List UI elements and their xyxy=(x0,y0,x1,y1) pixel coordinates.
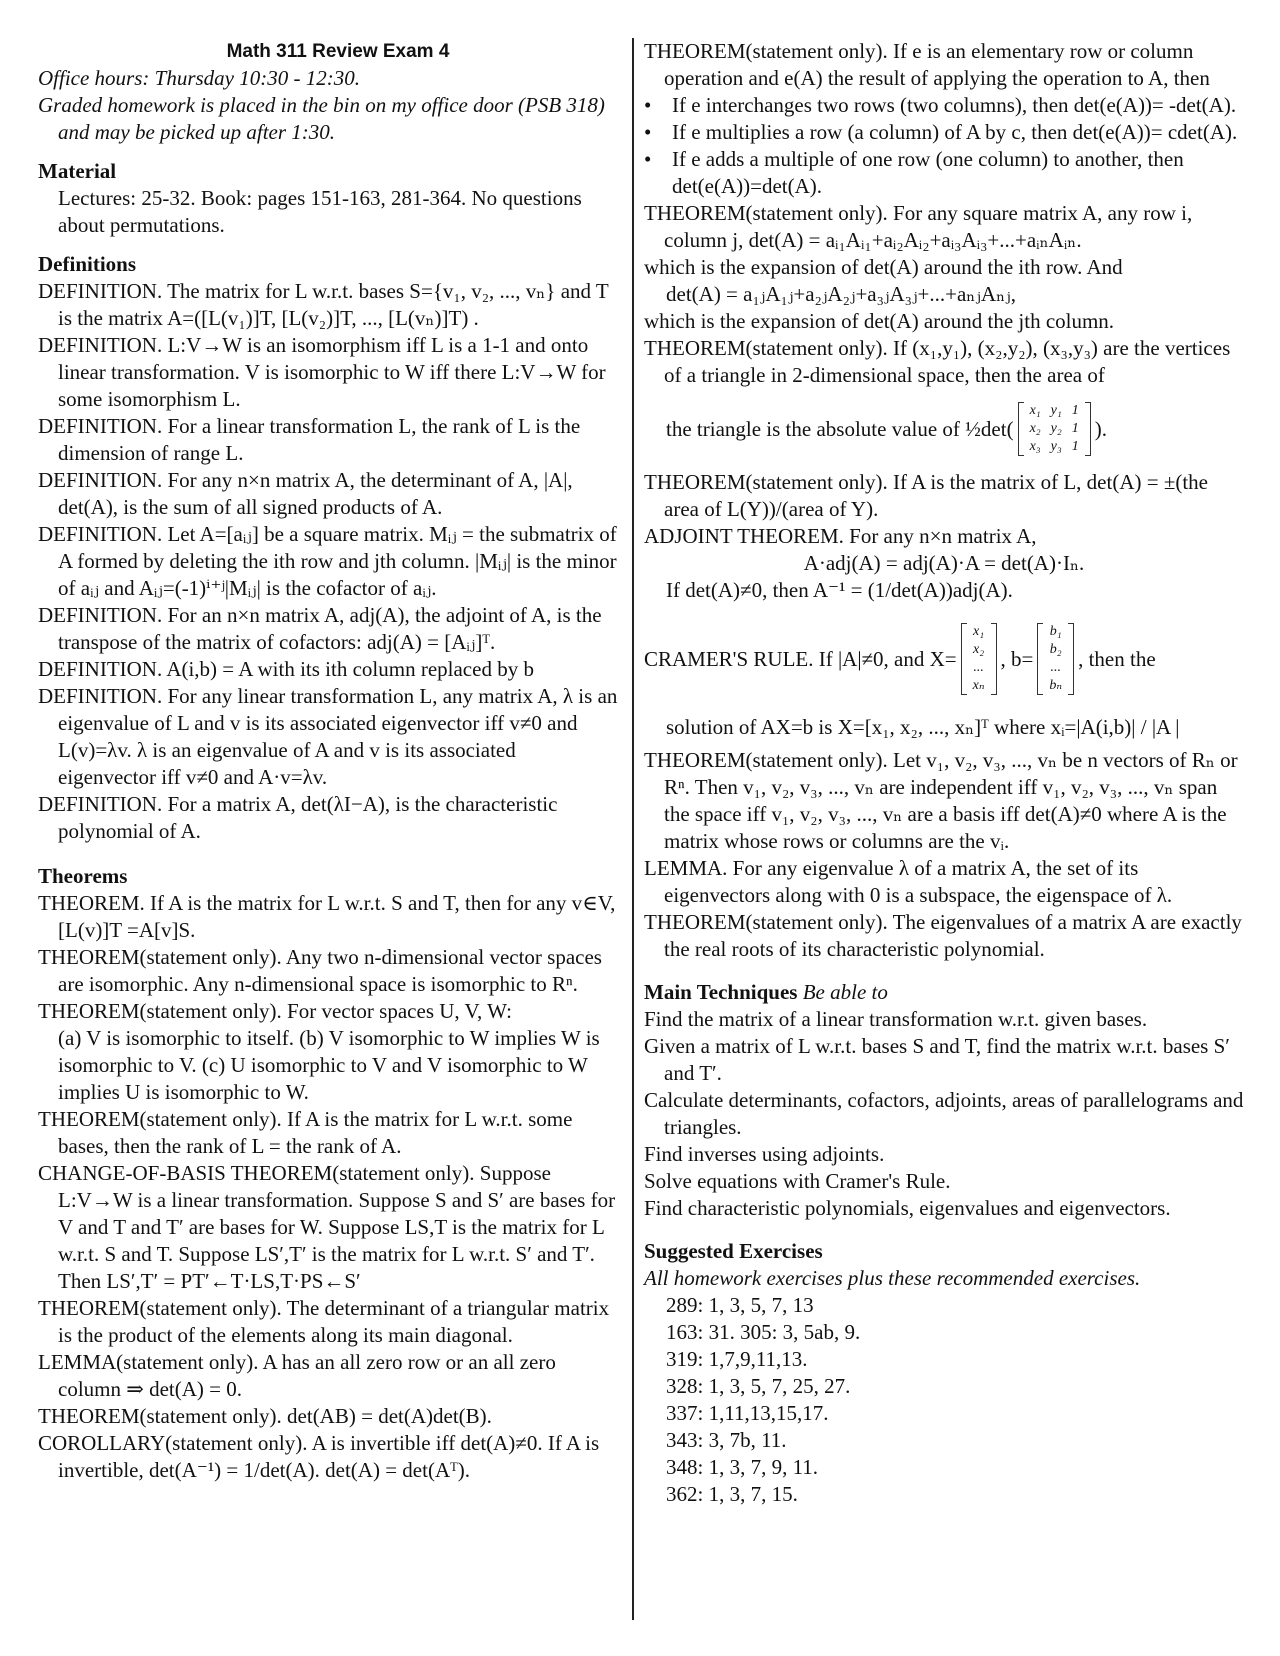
exercises-heading: Suggested Exercises xyxy=(644,1239,823,1263)
corollary-item: COROLLARY(statement only). A is invertible iff det(A)≠0. If A is invertible, det(A⁻¹) = 1/det(A). det(A) = det(Aᵀ). xyxy=(38,1431,600,1482)
definition-item: DEFINITION. For a linear transformation L, the rank of L is the dimension of range L. xyxy=(38,414,581,465)
lemma-item: LEMMA(statement only). A has an all zero row or an all zero column ⇒ det(A) = 0. xyxy=(38,1350,556,1401)
theorem-item: THEOREM(statement only). Any two n-dimensional vector spaces are isomorphic. Any n-dimensional space is isomorphic to Rⁿ. xyxy=(38,945,602,996)
technique-item: Calculate determinants, cofactors, adjoints, areas of parallelograms and triangles. xyxy=(644,1088,1244,1139)
matrix-cell: y₁ xyxy=(1050,403,1062,418)
definition-item: DEFINITION. For a matrix A, det(λI−A), is the characteristic polynomial of A. xyxy=(38,792,558,843)
techniques-subheading: Be able to xyxy=(802,980,888,1004)
definition-item: DEFINITION. Let A=[aᵢⱼ] be a square matrix. Mᵢⱼ = the submatrix of A formed by deleting the ith row and jth column. |Mᵢⱼ| is the minor of aᵢⱼ and Aᵢⱼ=(-1)ⁱ⁺ʲ|Mᵢⱼ| is the cofactor of aᵢⱼ. xyxy=(38,522,617,600)
adjoint-inverse: If det(A)≠0, then A⁻¹ = (1/det(A))adj(A). xyxy=(666,578,1013,602)
office-hours: Office hours: Thursday 10:30 - 12:30. xyxy=(38,66,360,90)
triangle-theorem: THEOREM(statement only). If (x₁,y₁), (x₂,y₂), (x₃,y₃) are the vertices of a triangle in 2-dimensional space, then the area of xyxy=(644,336,1231,387)
theorem-subitems: (a) V is isomorphic to itself. (b) V isomorphic to W implies W is isomorphic to V. (c) U isomorphic to V and V isomorphic to W implies U is isomorphic to W. xyxy=(58,1026,600,1104)
cramer-prefix: CRAMER'S RULE. If |A|≠0, and X= xyxy=(644,646,957,671)
bullet-item: • If e adds a multiple of one row (one column) to another, then det(e(A))=det(A). xyxy=(644,146,1244,200)
b-vector xyxy=(1037,623,1074,695)
bullet-item: • If e interchanges two rows (two columns), then det(e(A))= -det(A). xyxy=(644,92,1244,119)
definition-item: DEFINITION. For an n×n matrix A, adj(A), the adjoint of A, is the transpose of the matrix of cofactors: adj(A) = [Aᵢⱼ]ᵀ. xyxy=(38,603,602,654)
exercise-item: 289: 1, 3, 5, 7, 13 xyxy=(666,1293,814,1317)
triangle-matrix xyxy=(1018,402,1091,456)
vector-cell: x₁ xyxy=(973,624,985,639)
definition-item: DEFINITION. For any linear transformation L, any matrix A, λ is an eigenvalue of L and v is its associated eigenvector iff v≠0 and L(v)=λv. λ is an eigenvalue of A and v is its associated eigenvector iff v≠0 and A·v=λv. xyxy=(38,684,618,789)
exercise-item: 337: 1,11,13,15,17. xyxy=(666,1401,829,1425)
theorem-item: THEOREM(statement only). The determinant of a triangular matrix is the product of the elements along its main diagonal. xyxy=(38,1296,610,1347)
technique-item: Find the matrix of a linear transformation w.r.t. given bases. xyxy=(644,1007,1148,1031)
adjoint-equation: A·adj(A) = adj(A)·A = det(A)·Iₙ. xyxy=(803,551,1085,575)
page-title: Math 311 Review Exam 4 xyxy=(226,41,450,62)
exercise-item: 343: 3, 7b, 11. xyxy=(666,1428,787,1452)
technique-item: Find inverses using adjoints. xyxy=(644,1142,885,1166)
vector-cell: ... xyxy=(1050,660,1061,675)
matrix-cell: x₂ xyxy=(1029,421,1041,436)
triangle-area-line xyxy=(644,389,1244,469)
vector-cell: b₂ xyxy=(1049,642,1062,657)
expansion-column-note: which is the expansion of det(A) around the jth column. xyxy=(644,309,1115,333)
matrix-cell: y₂ xyxy=(1050,421,1062,436)
column-divider xyxy=(632,38,634,1620)
exercises-intro: All homework exercises plus these recommended exercises. xyxy=(644,1266,1141,1290)
eigenvalue-roots-theorem: THEOREM(statement only). The eigenvalues of a matrix A are exactly the real roots of its characteristic polynomial. xyxy=(644,910,1242,961)
technique-item: Given a matrix of L w.r.t. bases S and T, find the matrix w.r.t. bases S′ and T′. xyxy=(644,1034,1230,1085)
theorem-item: THEOREM(statement only). For vector spaces U, V, W: xyxy=(38,999,512,1023)
vector-cell: x₂ xyxy=(973,642,985,657)
adjoint-theorem: ADJOINT THEOREM. For any n×n matrix A, xyxy=(644,524,1037,548)
theorem-item: THEOREM(statement only). If A is the matrix for L w.r.t. some bases, then the rank of L = the rank of A. xyxy=(38,1107,573,1158)
cramer-mid: , b= xyxy=(1000,646,1034,671)
definition-item: DEFINITION. The matrix for L w.r.t. bases S={v₁, v₂, ..., vₙ} and T is the matrix A=([L(v₁)]T, [L(v₂)]T, ..., [L(vₙ)]T) . xyxy=(38,279,609,330)
matrix-cell: y₃ xyxy=(1050,439,1062,454)
matrix-cell: x₁ xyxy=(1029,403,1041,418)
theorem-item: CHANGE-OF-BASIS THEOREM(statement only). Suppose L:V→W is a linear transformation. Suppose S and S′ are bases for V and T and T′ are bases for W. Suppose LS,T is the matrix for L w.r.t. S and T. Suppose LS′,T′ is the matrix for L w.r.t. S′ and T′. Then LS′,T′ = PT′←T·LS,T·PS←S′ xyxy=(38,1161,616,1293)
graded-homework-note: Graded homework is placed in the bin on my office door (PSB 318) and may be picked up after 1:30. xyxy=(38,93,605,144)
exercise-item: 319: 1,7,9,11,13. xyxy=(666,1347,808,1371)
cramer-rule-line xyxy=(644,604,1244,714)
eigenspace-lemma: LEMMA. For any eigenvalue λ of a matrix A, the set of its eigenvectors along with 0 is a subspace, the eigenspace of λ. xyxy=(644,856,1173,907)
exercise-item: 348: 1, 3, 7, 9, 11. xyxy=(666,1455,819,1479)
triangle-prefix: the triangle is the absolute value of ½det( xyxy=(666,416,1014,441)
right-column xyxy=(644,38,1244,1508)
technique-item: Solve equations with Cramer's Rule. xyxy=(644,1169,951,1193)
definition-item: DEFINITION. For any n×n matrix A, the determinant of A, |A|, det(A), is the sum of all signed products of A. xyxy=(38,468,573,519)
expansion-row-note: which is the expansion of det(A) around the ith row. And xyxy=(644,255,1123,279)
expansion-column-formula: det(A) = a₁ⱼA₁ⱼ+a₂ⱼA₂ⱼ+a₃ⱼA₃ⱼ+...+aₙⱼAₙⱼ, xyxy=(666,282,1016,306)
cramer-suffix: , then the xyxy=(1078,646,1156,671)
vector-cell: xₙ xyxy=(972,678,985,693)
material-heading: Material xyxy=(38,159,117,183)
triangle-suffix: ). xyxy=(1094,416,1107,441)
exercise-item: 362: 1, 3, 7, 15. xyxy=(666,1482,798,1506)
vector-cell: b₁ xyxy=(1049,624,1062,639)
matrix-cell: 1 xyxy=(1071,403,1079,418)
technique-item: Find characteristic polynomials, eigenvalues and eigenvectors. xyxy=(644,1196,1171,1220)
theorems-heading: Theorems xyxy=(38,864,128,888)
bullet-item: • If e multiplies a row (a column) of A by c, then det(e(A))= cdet(A). xyxy=(644,119,1244,146)
matrix-cell: 1 xyxy=(1071,439,1079,454)
matrix-cell: x₃ xyxy=(1029,439,1041,454)
theorem-item: THEOREM. If A is the matrix for L w.r.t. S and T, then for any v∈V, [L(v)]T =A[v]S. xyxy=(38,891,616,942)
definition-item: DEFINITION. L:V→W is an isomorphism iff L is a 1-1 and onto linear transformation. V is isomorphic to W iff there L:V→W for some isomorphism L. xyxy=(38,333,606,411)
techniques-heading: Main Techniques xyxy=(644,980,798,1004)
definitions-heading: Definitions xyxy=(38,252,137,276)
exercise-item: 328: 1, 3, 5, 7, 25, 27. xyxy=(666,1374,851,1398)
techniques-header xyxy=(644,979,1244,1006)
exercise-item: 163: 31. 305: 3, 5ab, 9. xyxy=(666,1320,861,1344)
expansion-theorem: THEOREM(statement only). For any square matrix A, any row i, column j, det(A) = aᵢ₁Aᵢ₁+aᵢ₂Aᵢ₂+aᵢ₃Aᵢ₃+...+aᵢₙAᵢₙ. xyxy=(644,201,1193,252)
vector-cell: ... xyxy=(973,660,984,675)
independence-theorem: THEOREM(statement only). Let v₁, v₂, v₃, ..., vₙ be n vectors of Rₙ or Rⁿ. Then v₁, v₂, v₃, ..., vₙ are independent iff v₁, v₂, v₃, ..., vₙ span the space iff v₁, v₂, v₃, ..., vₙ are a basis iff det(A)≠0 where A is the matrix whose rows or columns are the vᵢ. xyxy=(644,748,1238,853)
definition-item: DEFINITION. A(i,b) = A with its ith column replaced by b xyxy=(38,657,534,681)
left-column xyxy=(38,38,618,1484)
matrix-cell: 1 xyxy=(1071,421,1079,436)
elementary-ops-theorem: THEOREM(statement only). If e is an elementary row or column operation and e(A) the result of applying the operation to A, then xyxy=(644,39,1210,90)
vector-cell: bₙ xyxy=(1049,678,1063,693)
x-vector xyxy=(961,623,997,695)
theorem-item: THEOREM(statement only). det(AB) = det(A)det(B). xyxy=(38,1404,492,1428)
cramer-solution: solution of AX=b is X=[x₁, x₂, ..., xₙ]ᵀ where xᵢ=|A(i,b)| / |A | xyxy=(666,715,1180,739)
material-text: Lectures: 25-32. Book: pages 151-163, 281-364. No questions about permutations. xyxy=(58,186,582,237)
area-theorem: THEOREM(statement only). If A is the matrix of L, det(A) = ±(the area of L(Y))/(area of Y). xyxy=(644,470,1208,521)
